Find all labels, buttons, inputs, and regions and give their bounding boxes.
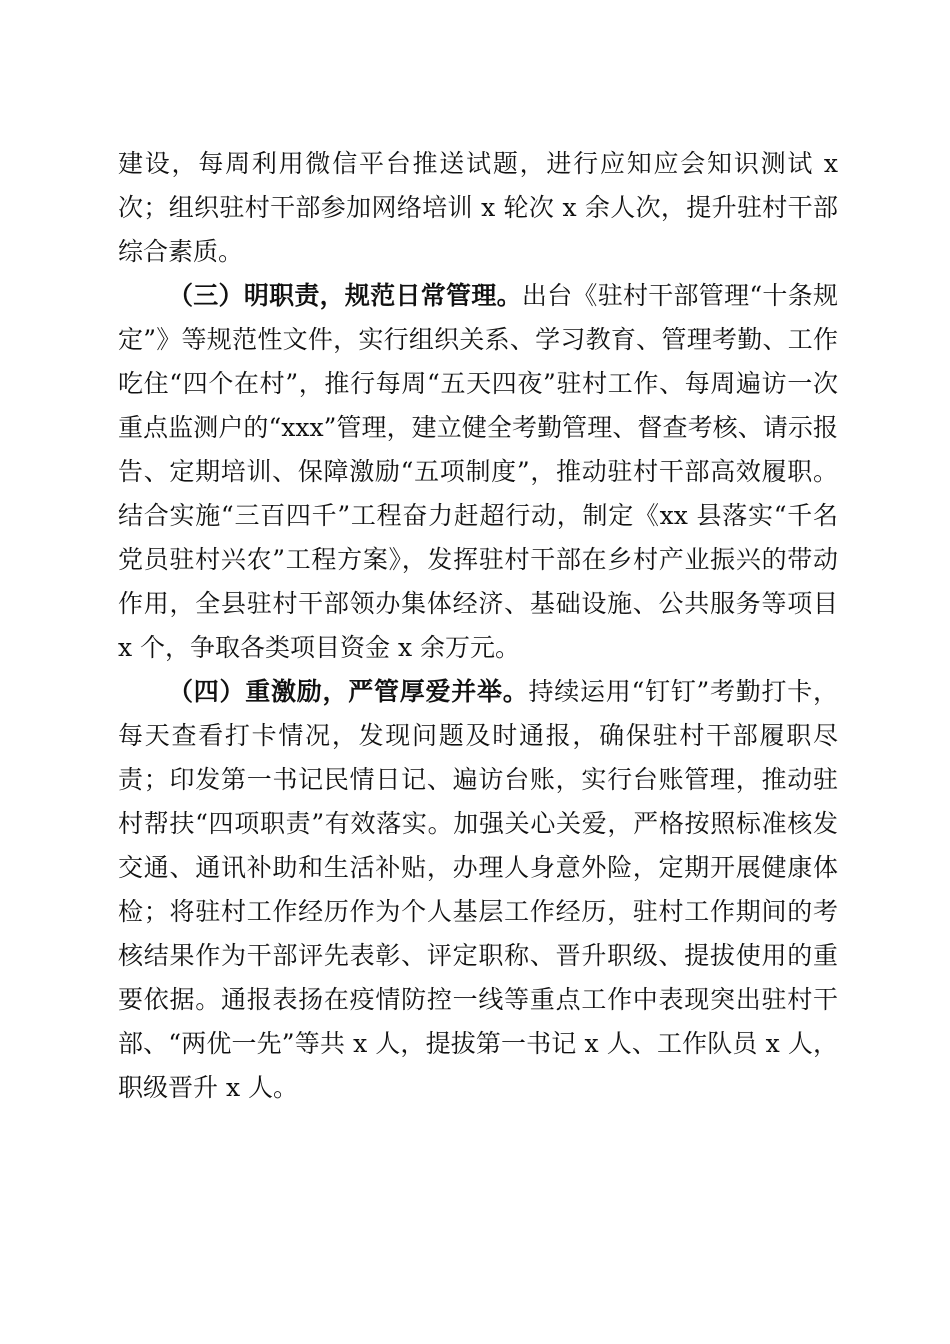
paragraph-section-3 <box>118 274 838 670</box>
section-heading: （四）重激励，严管厚爱并举。 <box>168 677 529 706</box>
paragraph-continuation <box>118 142 838 274</box>
section-heading: （三）明职责，规范日常管理。 <box>168 281 522 310</box>
document-body <box>118 142 838 1110</box>
paragraph-section-4 <box>118 670 838 1110</box>
paragraph-body: 持续运用“钉钉”考勤打卡，每天查看打卡情况，发现问题及时通报，确保驻村干部履职尽责；印发第一书记民情日记、遍访台账，实行台账管理，推动驻村帮扶“四项职责”有效落实。加强关心关爱，严格按照标准核发交通、通讯补助和生活补贴，办理人身意外险，定期开展健康体检；将驻村工作经历作为个人基层工作经历，驻村工作期间的考核结果作为干部评先表彰、评定职称、晋升职级、提拔使用的重要依据。通报表扬在疫情防控一线等重点工作中表现突出驻村干部、“两优一先”等共 x 人，提拔第一书记 x 人、工作队员 x 人，职级晋升 x 人。 <box>118 677 838 1102</box>
paragraph-body: 建设，每周利用微信平台推送试题，进行应知应会知识测试 x 次；组织驻村干部参加网络培训 x 轮次 x 余人次，提升驻村干部综合素质。 <box>118 149 838 266</box>
paragraph-body: 出台《驻村干部管理“十条规定”》等规范性文件，实行组织关系、学习教育、管理考勤、工作吃住“四个在村”，推行每周“五天四夜”驻村工作、每周遍访一次重点监测户的“xxx”管理，建立健全考勤管理、督查考核、请示报告、定期培训、保障激励“五项制度”，推动驻村干部高效履职。结合实施“三百四千”工程奋力赶超行动，制定《xx 县落实“千名党员驻村兴农”工程方案》，发挥驻村干部在乡村产业振兴的带动作用，全县驻村干部领办集体经济、基础设施、公共服务等项目 x 个，争取各类项目资金 x 余万元。 <box>118 281 838 662</box>
